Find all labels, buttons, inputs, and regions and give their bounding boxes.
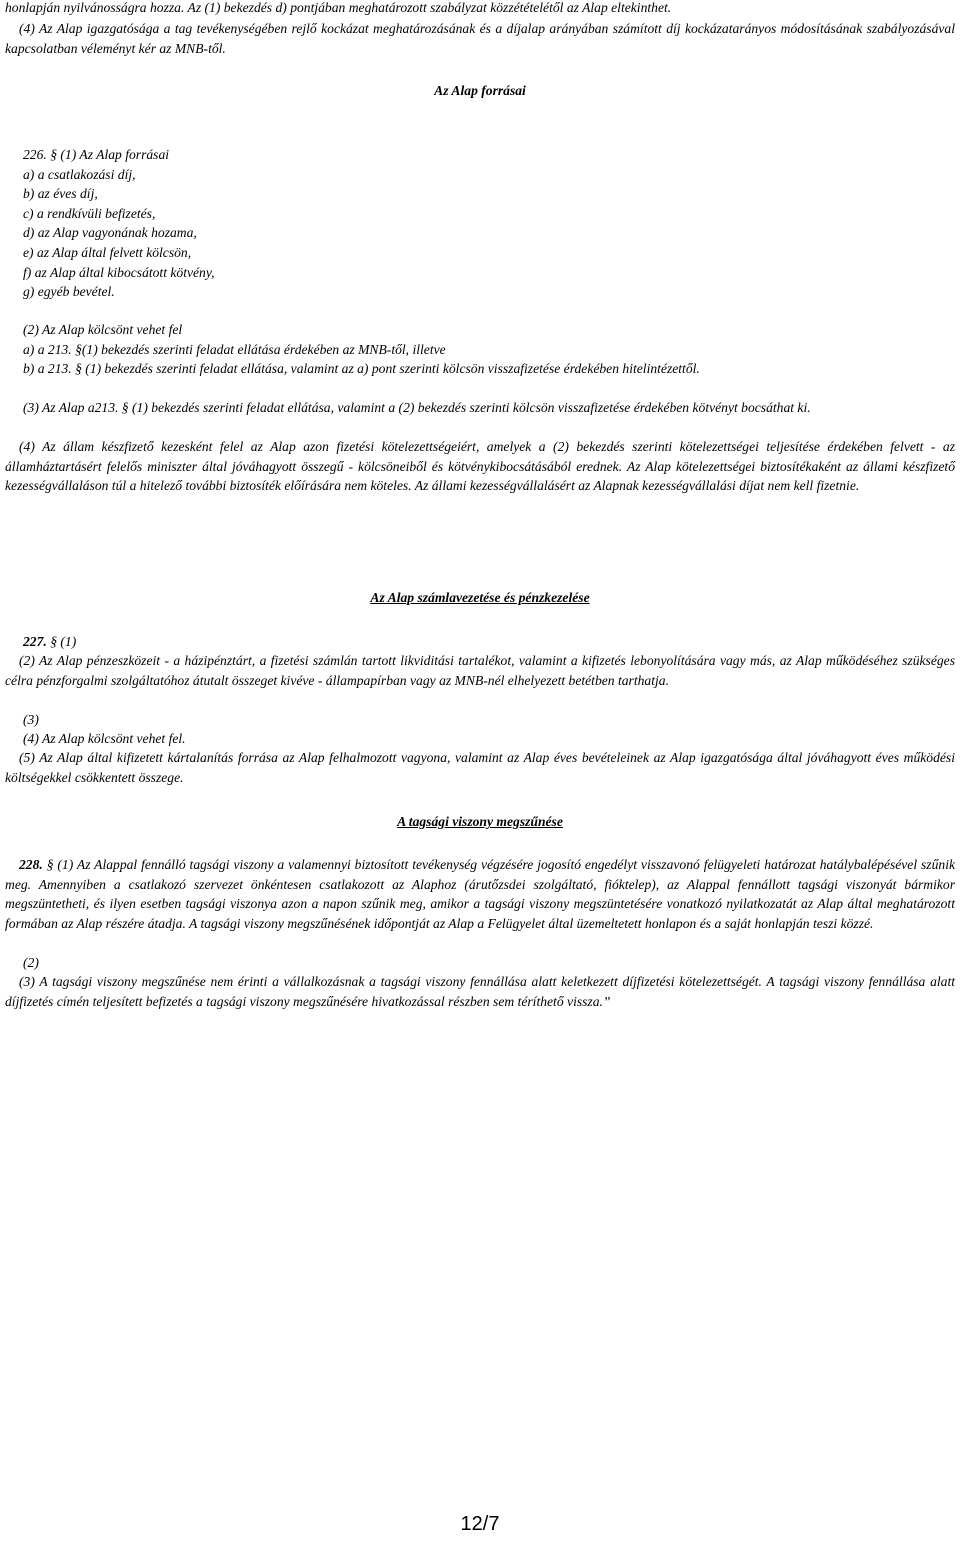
top-paragraph-4: (4) Az Alap igazgatósága a tag tevékenységében rejlő kockázat meghatározásának és a díjalap arányában számított díj kockázatarányos módosításának szabályozásával kapcsolatban véleményt kér az MNB-től.	[5, 21, 955, 56]
paragraph-226-4: (4) Az állam készfizető kezesként felel az Alap azon fizetési kötelezettségeiért, amelyek a (2) bekezdés szerinti kötelezettségei teljesítése érdekében felvett - az államháztartásért felelős miniszter által jóváhagyott összegű - kölcsöneiből és kötvénykibocsátásából erednek. Az Alap kötelezettségei biztosítékaként az állami készfizető kezességvállaláson túl a hitelező további biztosíték előírására nem köteles. Az állami kezességvállalásért az Alapnak kezességvállalási díjat nem kell fizetnie.	[5, 439, 955, 494]
paragraph-228-1: 228. § (1) Az Alappal fennálló tagsági viszony a valamennyi biztosított tevékenység végzésére jogosító engedélyt visszavonó felügyeleti határozat hatálybalépésével szűnik meg. Amennyiben a csatlakozó szervezet önkéntesen csatlakozott az Alaphoz (árutőzsdei szolgáltató, fióktelep), az Alappal fennállott tagsági viszonyát bármikor megszüntetheti, és ilyen esetben tagsági viszonya azon a napon szűnik meg, amikor a tagsági viszony megszüntetésére vonatkozó nyilatkozatát az Alap által meghatározott formában az Alap részére átadja. A tagsági viszony megszűnésének időpontját az Alap a Felügyelet által üzemeltetett honlapon és a saját honlapján teszi közzé.	[5, 857, 955, 931]
top-line: honlapján nyilvánosságra hozza. Az (1) bekezdés d) pontjában meghatározott szabályzat közzétételétől az Alap eltekinthet.	[5, 0, 672, 15]
paragraph-226-3: (3) Az Alap a213. § (1) bekezdés szerinti feladat ellátása, valamint a (2) bekezdés szerinti kölcsön visszafizetése érdekében kötvényt bocsáthat ki.	[23, 400, 811, 415]
paragraph-227-5: (5) Az Alap által kifizetett kártalanítás forrása az Alap felhalmozott vagyona, valamint az Alap éves bevételeinek az Alap igazgatósága által jóváhagyott éves működési költségekkel csökkentett összege.	[5, 750, 955, 785]
list-item-d: d) az Alap vagyonának hozama,	[23, 225, 197, 241]
list-item-a: a) a csatlakozási díj,	[23, 166, 136, 182]
section-226	[23, 145, 955, 302]
section-heading-alap-forrasai: Az Alap forrásai	[434, 83, 526, 98]
section-number-228: 228.	[19, 857, 43, 872]
paragraph-227-2: (2) Az Alap pénzeszközeit - a házipénztárt, a fizetési számlán tartott likviditási tartalékot, valamint a kifizetés lebonyolítására vagy más, az Alap működéséhez szükséges célra pénzforgalmi szolgáltatóhoz átutalt összeget kivéve - állampapírban vagy az MNB-nél elhelyezett betétben tarthatja.	[5, 653, 955, 688]
paragraph-228-3: (3) A tagsági viszony megszűnése nem érinti a vállalkozásnak a tagsági viszony fennállása alatt keletkezett díjfizetési kötelezettségét. A tagsági viszony fennállása alatt díjfizetés címén teljesített befizetés a tagsági viszony megszűnésére hivatkozással részben sem téríthető vissza.”	[5, 974, 955, 1009]
paragraph-226-2b: b) a 213. § (1) bekezdés szerinti feladat ellátása, valamint az a) pont szerinti kölcsön visszafizetése érdekében hitelintézettől.	[23, 361, 700, 377]
section-number-226: 226.	[23, 147, 47, 162]
section-heading-szamlavezetes: Az Alap számlavezetése és pénzkezelése	[370, 590, 590, 605]
section-heading-tagsagi-viszony: A tagsági viszony megszűnése	[397, 814, 563, 829]
paragraph-227-4: (4) Az Alap kölcsönt vehet fel.	[23, 731, 186, 746]
list-item-g: g) egyéb bevétel.	[23, 284, 115, 300]
list-item-b: b) az éves díj,	[23, 186, 98, 202]
list-item-c: c) a rendkívüli befizetés,	[23, 205, 156, 221]
section-number-227: 227.	[23, 634, 47, 649]
page-number: 12/7	[460, 1513, 500, 1535]
list-item-e: e) az Alap által felvett kölcsön,	[23, 244, 192, 260]
paragraph-226-1: 226. § (1) Az Alap forrásai	[23, 147, 170, 162]
paragraph-226-2a: a) a 213. §(1) bekezdés szerinti feladat ellátása érdekében az MNB-től, illetve	[23, 341, 446, 357]
paragraph-227-3: (3)	[23, 712, 39, 727]
paragraph-227-1: 227. § (1)	[23, 634, 77, 649]
paragraph-226-2: (2) Az Alap kölcsönt vehet fel	[23, 322, 183, 337]
section-226-2	[23, 320, 955, 379]
list-item-f: f) az Alap által kibocsátott kötvény,	[23, 264, 215, 280]
paragraph-228-2: (2)	[23, 955, 39, 970]
